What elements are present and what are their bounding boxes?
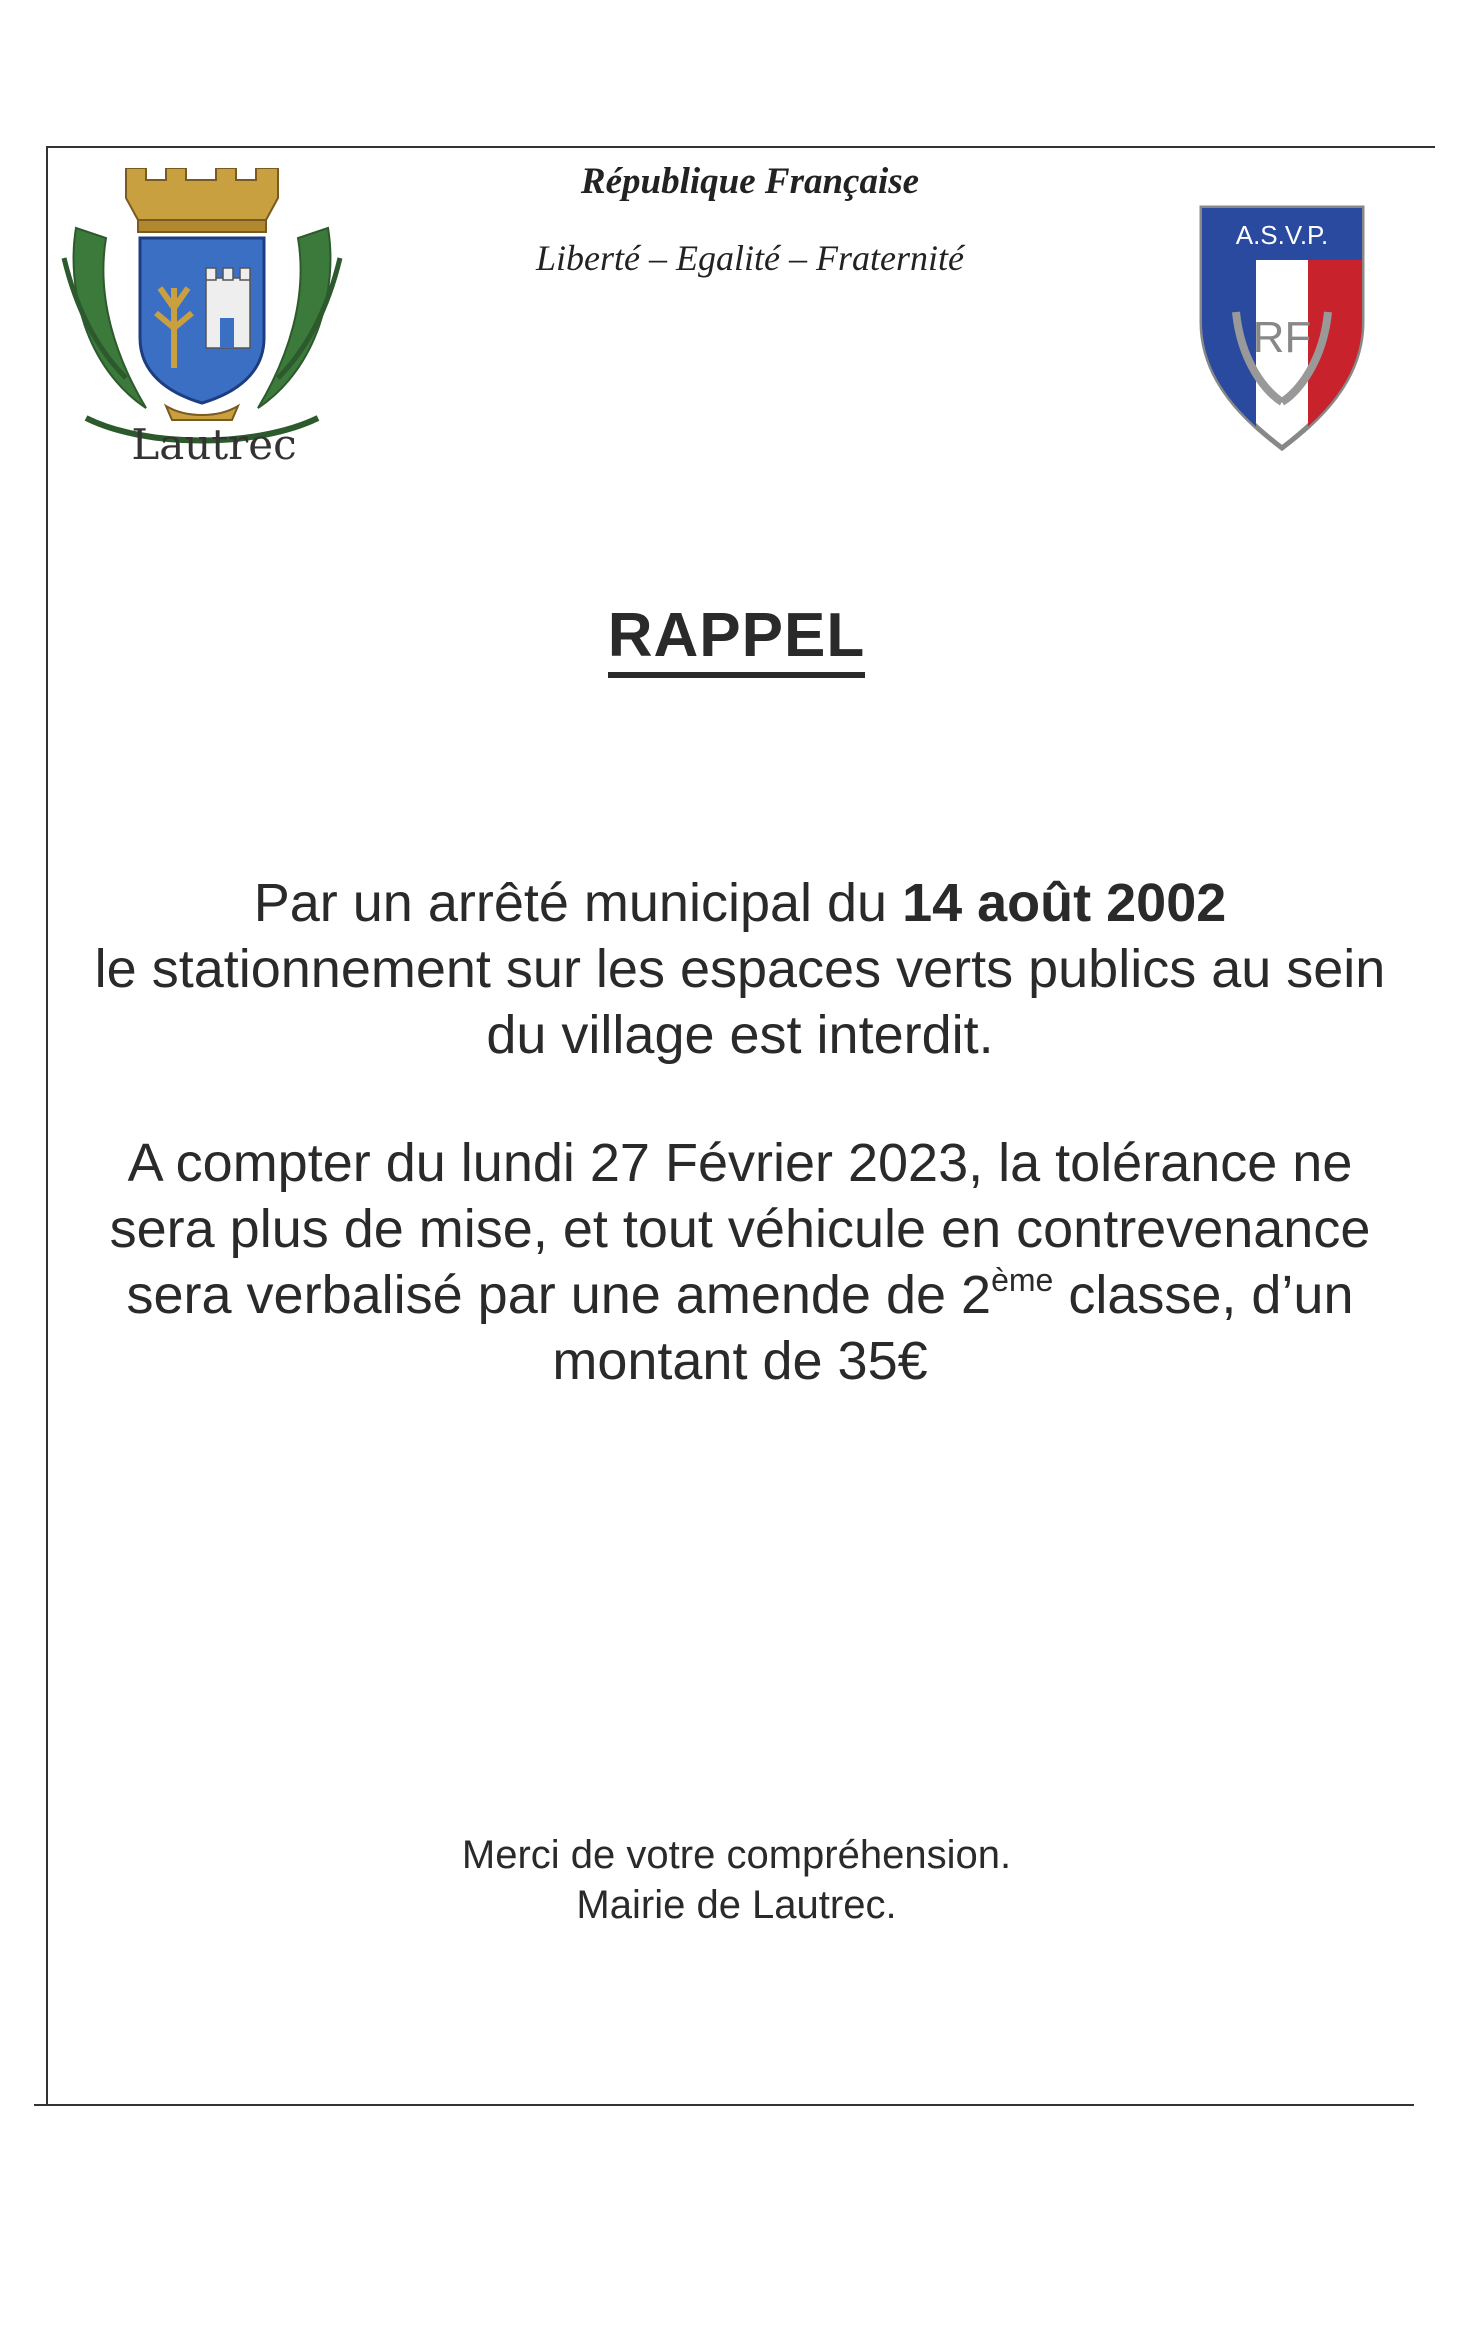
frame-left-border: [46, 146, 48, 2106]
header-block: [450, 150, 1050, 279]
paragraph1-line3: du village est interdit.: [486, 1005, 994, 1065]
republic-heading: République Française: [580, 161, 920, 202]
paragraph1-line2: le stationnement sur les espaces verts publics au sein: [94, 939, 1386, 999]
arrete-date: 14 août 2002: [902, 873, 1227, 933]
closing-signature: Mairie de Lautrec.: [576, 1883, 897, 1927]
asvp-badge-label: A.S.V.P.: [1235, 220, 1329, 250]
paragraph-amende: [60, 1130, 1420, 1394]
paragraph1-line1: Par un arrêté municipal du 14 août 2002: [253, 873, 1227, 933]
asvp-badge-icon: [1196, 202, 1368, 452]
coat-of-arms-town-name: Lautrec: [131, 420, 297, 469]
title-text: RAPPEL: [608, 601, 865, 678]
paragraph-arrete: [60, 870, 1420, 1068]
frame-top-border: [46, 146, 1435, 148]
paragraph2-line4: montant de 35€: [552, 1331, 928, 1391]
asvp-badge-monogram: RF: [1252, 313, 1312, 362]
frame-bottom-border: [34, 2104, 1414, 2106]
republic-motto: Liberté – Egalité – Fraternité: [536, 238, 964, 278]
closing-thanks: Merci de votre compréhension.: [461, 1833, 1012, 1877]
paragraph2-line1: A compter du lundi 27 Février 2023, la tolérance ne: [127, 1133, 1353, 1193]
ordinal-superscript: ème: [991, 1262, 1054, 1298]
closing-block: [0, 1830, 1473, 1930]
paragraph2-line2: sera plus de mise, et tout véhicule en contrevenance: [109, 1199, 1371, 1259]
paragraph2-line3: sera verbalisé par une amende de 2ème classe, d’un: [126, 1262, 1354, 1325]
document-title: [0, 600, 1473, 671]
